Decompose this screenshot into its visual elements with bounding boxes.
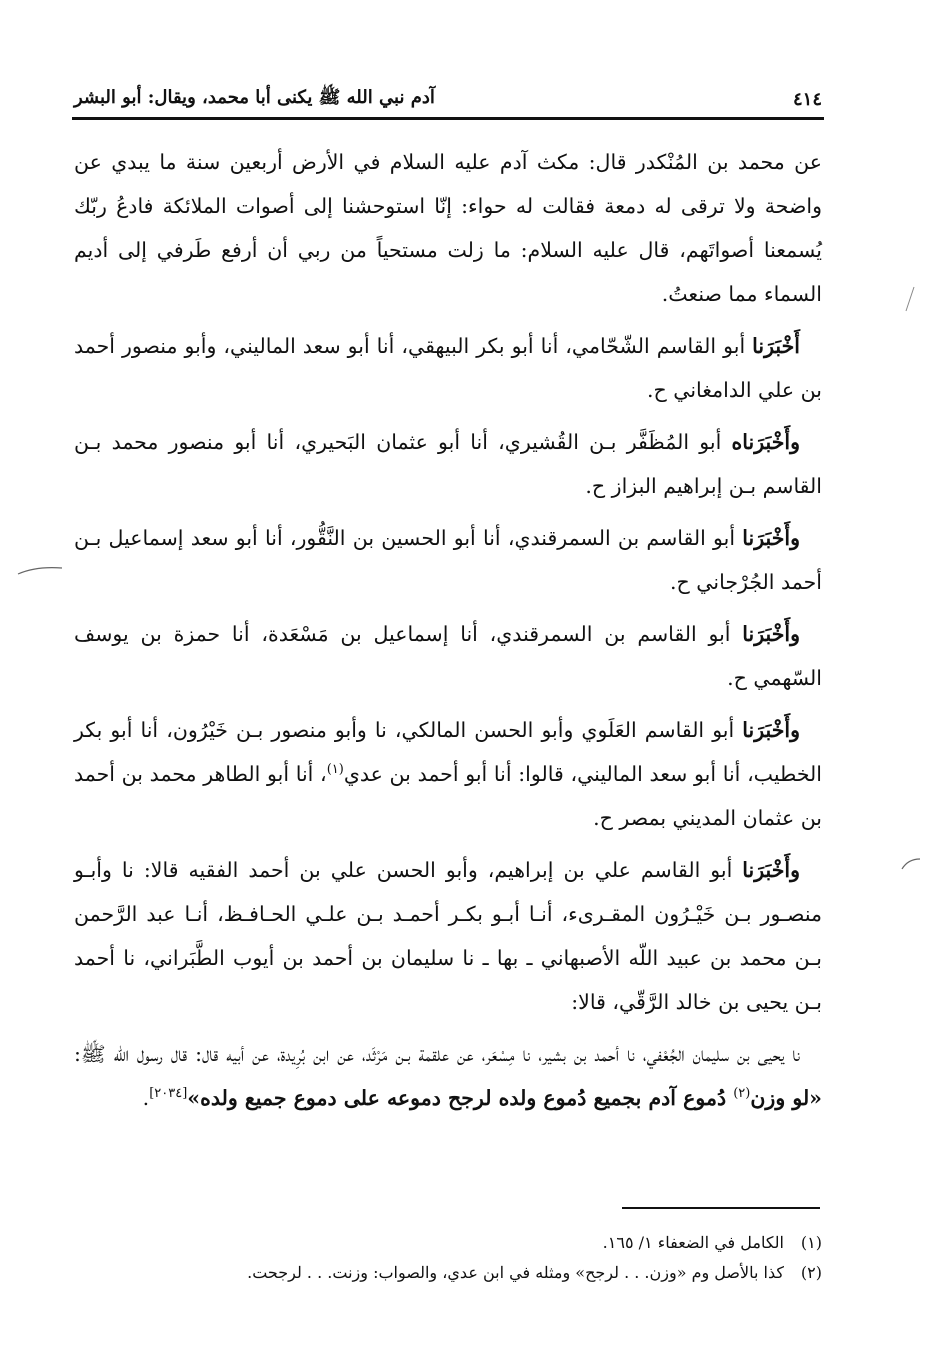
- paragraph-text: أبو المُظَفَّر بـن القُشيري، أنا أبو عثمان البَحيري، أنا أبو منصور محمد بـن القاسم بـن إبراهيم البزاز ح.: [74, 430, 822, 498]
- paragraph-text: أبو القاسم الشّحّامي، أنا أبو بكر البيهقي، أنا أبو سعد الماليني، وأبو منصور أحمد بن علي الدامغاني ح.: [74, 334, 822, 402]
- header-rule: [72, 117, 824, 120]
- paragraph-4: [74, 516, 822, 604]
- isnad-keyword: وأَخْبَرَنا: [742, 718, 800, 742]
- paragraph-1: [74, 140, 822, 316]
- footnotes: [74, 1228, 822, 1288]
- paragraph-text: أبو القاسم بن السمرقندي، أنا أبو الحسين بن النَّقُّور، أنا أبو سعد إسماعيل بـن أحمد الجُرْجاني ح.: [74, 526, 822, 594]
- running-title: آدم نبي الله ﷺ يكنى أبا محمد، ويقال: أبو البشر: [74, 87, 435, 108]
- paragraph-8: [74, 1032, 822, 1120]
- footnote-number: (١): [800, 1233, 822, 1252]
- isnad-keyword: أَخْبَرَنا: [752, 334, 800, 358]
- paragraph-text: أبو القاسم بن السمرقندي، أنا إسماعيل بن مَسْعَدة، أنا حمزة بن يوسف السّهمي ح.: [74, 622, 822, 690]
- footnote-text: الكامل في الضعفاء ١/ ١٦٥.: [602, 1233, 784, 1252]
- paragraph-text: ، أنا أبو الطاهر محمد بن أحمد بن عثمان المديني بمصر ح.: [74, 762, 822, 830]
- paragraph-7: [74, 848, 822, 1024]
- paragraph-end: .: [142, 1086, 150, 1110]
- isnad-keyword: وأَخْبَرَنا: [742, 526, 800, 550]
- footnote-text: كذا بالأصل وم «وزن. . . لرجح» ومثله في ابن عدي، والصواب: وزنت. . . لرجحت.: [247, 1263, 784, 1282]
- paragraph-5: [74, 612, 822, 700]
- footnote-rule: [622, 1207, 820, 1209]
- footnote-ref-2[interactable]: (٢): [733, 1086, 751, 1102]
- isnad-keyword: وأَخْبَرَنا: [742, 858, 800, 882]
- margin-pen-mark: [900, 855, 924, 875]
- footnote-number: (٢): [800, 1263, 822, 1282]
- page-number: ٤١٤: [792, 88, 822, 110]
- main-text: [74, 140, 822, 1128]
- paragraph-text: أبو القاسم علي بن إبراهيم، وأبو الحسن علي بن أحمد الفقيه قالا: نا وأبـو منصـور بـن خَيْـرُون المقـرىء، أنـا أبـو بكـر أحمـد بـن علـي الحـافـظ، أنـا عبد الرَّحمن بـن محمد بن عبيد اللّه الأصبهاني ـ بها ـ نا سليمان بن أحمد بن أيوب الطَّبَراني، نا أحمد بـن يحيى بن خالد الرَّقّي، قالا:: [74, 858, 822, 1014]
- isnad-keyword: وأَخْبَرَنا: [742, 622, 800, 646]
- margin-pen-mark: [900, 285, 920, 315]
- hadith-text: «لو وزن: [750, 1086, 822, 1110]
- hadith-number: [٢٠٣٤]: [149, 1086, 188, 1102]
- footnote-2: [74, 1258, 822, 1288]
- isnad-keyword: وأَخْبَرَناه: [731, 430, 800, 454]
- footnote-ref-1[interactable]: (١): [326, 762, 344, 778]
- paragraph-text: نا يحيى بن سليمان الجُعْفي، نا أحمد بن بشير، نا مِسْعَر، عن علقمة بـن مَرْثَد، عن ابن بُرِيدة، عن أبيه قال: قال رسول الله ﷺ:: [74, 1042, 800, 1066]
- hadith-text: دُموع آدم بجميع دُموع ولده لرجح دموعه على دموع جميع ولده»: [187, 1086, 734, 1110]
- margin-pen-mark: [16, 560, 66, 580]
- paragraph-3: [74, 420, 822, 508]
- paragraph-6: [74, 708, 822, 840]
- page-header: [74, 84, 822, 114]
- footnote-1: [74, 1228, 822, 1258]
- paragraph-text: عن محمد بن المُنْكدر قال: مكث آدم عليه السلام في الأرض أربعين سنة ما يبدي عن واضحة ولا ترقى له دمعة فقالت له حواء: إنّا استوحشنا إلى أصوات الملائكة فادعُ ربّك يُسمعنا أصواتَهم، قال عليه السلام: ما زلت مستحياً من ربي أن أرفع طَرفي إلى أديم السماء مما صنعتُ.: [74, 150, 822, 306]
- paragraph-text: أبو القاسم العَلَوي وأبو الحسن المالكي، نا وأبو منصور بـن خَيْرُون، أنا أبو بكر الخطيب، أنا أبو سعد الماليني، قالوا: أنا أبو أحمد بن عدي: [74, 718, 822, 786]
- paragraph-2: [74, 324, 822, 412]
